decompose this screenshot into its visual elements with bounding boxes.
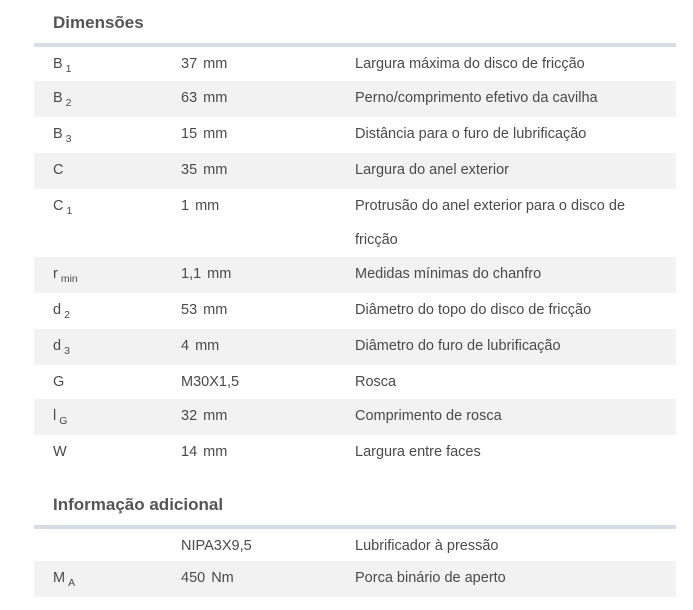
- description-cell: Rosca: [355, 374, 397, 390]
- value-cell: [181, 117, 355, 151]
- symbol: B: [53, 90, 63, 106]
- symbol-subscript: 3: [64, 345, 70, 357]
- description-cell: Distância para o furo de lubrificação: [355, 126, 587, 142]
- unit: Nm: [211, 570, 234, 586]
- table-row: [34, 117, 676, 153]
- value-cell: [181, 189, 355, 223]
- value: 63: [181, 90, 198, 106]
- unit: mm: [207, 266, 232, 282]
- description-cell: Comprimento de rosca: [355, 408, 502, 424]
- unit: mm: [195, 338, 220, 354]
- symbol: C: [53, 198, 64, 214]
- symbol-cell: [34, 81, 181, 116]
- description-cell: Porca binário de aperto: [355, 570, 506, 586]
- table-row: [34, 529, 676, 561]
- symbol-cell: [34, 365, 181, 399]
- symbol-subscript: 2: [65, 97, 72, 109]
- symbol-cell: [34, 257, 181, 292]
- table-row: [34, 329, 676, 365]
- table-row: [34, 399, 676, 435]
- symbol-subscript: 1: [66, 205, 73, 217]
- unit: mm: [203, 90, 228, 106]
- table-row: [34, 561, 676, 597]
- unit: mm: [203, 126, 228, 142]
- symbol-cell: [34, 435, 181, 469]
- symbol-subscript: 3: [65, 133, 72, 145]
- description-cell: Largura entre faces: [355, 444, 481, 460]
- table-row: [34, 81, 676, 117]
- table-row: [34, 293, 676, 329]
- description-cell: Diâmetro do furo de lubrificação: [355, 338, 561, 354]
- symbol-cell: [34, 47, 181, 82]
- value: NIPA3X9,5: [181, 538, 252, 554]
- value: 4: [181, 338, 190, 354]
- value: 1,1: [181, 266, 202, 282]
- symbol: d: [53, 338, 62, 354]
- value: 450: [181, 570, 206, 586]
- symbol: G: [53, 374, 65, 390]
- symbol-cell: [34, 189, 181, 224]
- symbol: B: [53, 126, 63, 142]
- value: 35: [181, 162, 198, 178]
- description-cell: Largura máxima do disco de fricção: [355, 56, 585, 72]
- table-row: [34, 189, 676, 257]
- value: 14: [181, 444, 198, 460]
- symbol: B: [53, 56, 63, 72]
- value: 1: [181, 198, 190, 214]
- unit: mm: [203, 56, 228, 72]
- description-cell: Perno/comprimento efetivo da cavilha: [355, 90, 598, 106]
- value-cell: [181, 399, 355, 433]
- value-cell: [181, 153, 355, 187]
- unit: mm: [203, 162, 228, 178]
- value-cell: [181, 329, 355, 363]
- symbol: M: [53, 570, 66, 586]
- symbol: W: [53, 444, 67, 460]
- unit: mm: [203, 444, 228, 460]
- table-row: [34, 257, 676, 293]
- symbol-subscript: min: [60, 273, 78, 285]
- symbol-cell: [34, 117, 181, 152]
- symbol: l: [53, 408, 57, 424]
- dimensions-heading: Dimensões: [53, 13, 144, 32]
- symbol-cell: [34, 399, 181, 434]
- description-cell: Largura do anel exterior: [355, 162, 509, 178]
- value-cell: [181, 435, 355, 469]
- symbol-cell: [34, 561, 181, 596]
- description-cell: Medidas mínimas do chanfro: [355, 266, 542, 282]
- symbol: r: [53, 266, 58, 282]
- symbol-subscript: 2: [64, 309, 70, 321]
- description-cell: Protrusão do anel exterior para o disco de fricção: [355, 198, 626, 248]
- symbol-subscript: 1: [65, 63, 72, 75]
- symbol-cell: [34, 293, 181, 328]
- dimensions-table: [34, 47, 676, 471]
- table-row: [34, 47, 676, 81]
- unit: mm: [195, 198, 220, 214]
- unit: mm: [203, 302, 228, 318]
- symbol-cell: [34, 153, 181, 187]
- table-row: [34, 153, 676, 189]
- value: 37: [181, 56, 198, 72]
- value-cell: [181, 257, 355, 291]
- value-cell: [181, 47, 355, 81]
- value-cell: [181, 81, 355, 115]
- symbol-cell: [34, 329, 181, 364]
- value-cell: [181, 561, 355, 595]
- description-cell: Lubrificador à pressão: [355, 538, 499, 554]
- table-row: [34, 365, 676, 399]
- value-cell: [181, 293, 355, 327]
- additional-info-heading: Informação adicional: [53, 495, 224, 514]
- symbol-subscript: A: [68, 577, 76, 589]
- value: 32: [181, 408, 198, 424]
- value-cell: [181, 365, 355, 399]
- unit: mm: [203, 408, 228, 424]
- description-cell: Diâmetro do topo do disco de fricção: [355, 302, 592, 318]
- symbol: C: [53, 162, 64, 178]
- table-row: [34, 435, 676, 471]
- symbol-subscript: G: [59, 415, 68, 427]
- symbol: d: [53, 302, 62, 318]
- additional-info-table: [34, 529, 676, 597]
- value: M30X1,5: [181, 374, 240, 390]
- value-cell: [181, 529, 355, 563]
- value: 53: [181, 302, 198, 318]
- value: 15: [181, 126, 198, 142]
